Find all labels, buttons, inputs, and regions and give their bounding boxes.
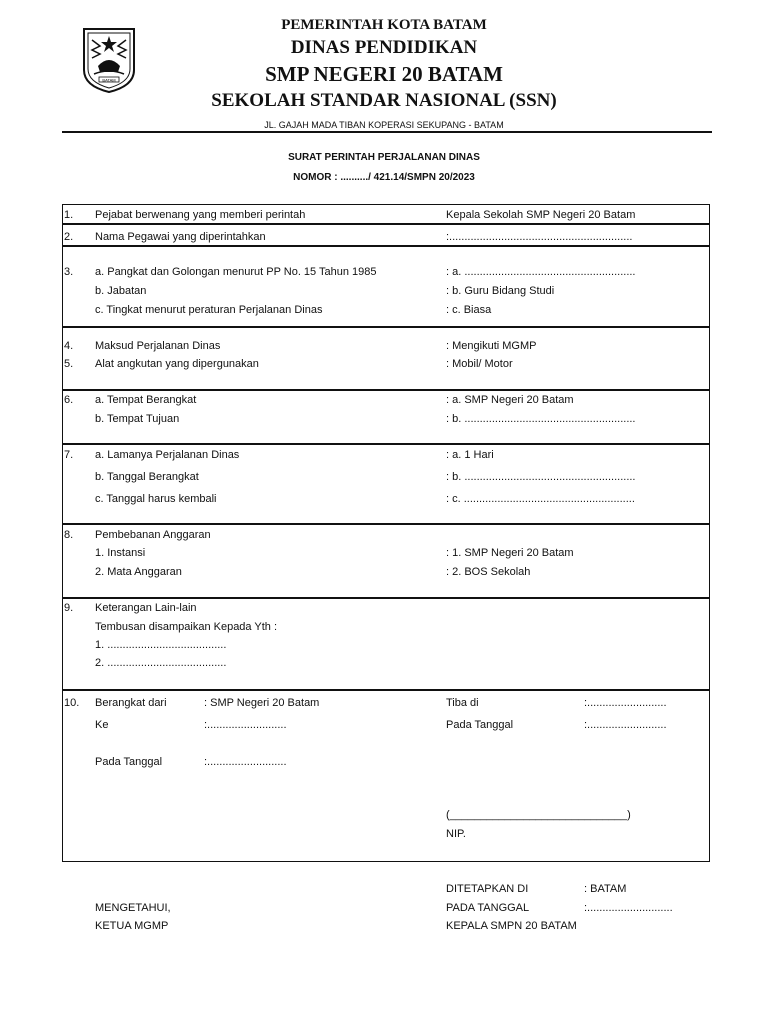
row-divider: [62, 326, 710, 328]
row-label: 2. Mata Anggaran: [95, 566, 182, 578]
header-divider: [62, 131, 712, 133]
ditetapkan-label: DITETAPKAN DI: [446, 883, 529, 895]
list-item: 2. .......................................: [95, 657, 227, 669]
row-label: Alat angkutan yang dipergunakan: [95, 358, 259, 370]
row-number: 5.: [64, 358, 74, 370]
row-label: Pejabat berwenang yang memberi perintah: [95, 209, 306, 221]
row-label: b. Tempat Tujuan: [95, 413, 180, 425]
row-label: Tembusan disampaikan Kepada Yth :: [95, 621, 278, 633]
row-label: 1. Instansi: [95, 547, 146, 559]
row-value: : a. SMP Negeri 20 Batam: [446, 394, 574, 406]
row-number: 7.: [64, 449, 74, 461]
row-number: 10.: [64, 697, 80, 709]
row-label: c. Tanggal harus kembali: [95, 493, 217, 505]
row-number: 8.: [64, 529, 74, 541]
row-value: : SMP Negeri 20 Batam: [204, 697, 320, 709]
row-divider: [62, 443, 710, 445]
header-school-name: SMP NEGERI 20 BATAM: [265, 62, 503, 86]
row-divider: [62, 689, 710, 691]
row-number: 6.: [64, 394, 74, 406]
row-label: Pada Tanggal: [95, 756, 163, 768]
row-divider: [62, 223, 710, 225]
header-school-status: SEKOLAH STANDAR NASIONAL (SSN): [211, 90, 557, 111]
logo-text: BATAM: [102, 77, 116, 83]
row-value: : c. ........................................................: [446, 493, 635, 505]
row-value: : Mengikuti MGMP: [446, 340, 537, 352]
row-value: : a. ........................................................: [446, 266, 636, 278]
nip-label: NIP.: [446, 828, 466, 840]
header-government: PEMERINTAH KOTA BATAM: [281, 17, 487, 33]
row-value: : Mobil/ Motor: [446, 358, 513, 370]
row-value: : 1. SMP Negeri 20 Batam: [446, 547, 574, 559]
row-label: Pada Tanggal: [446, 719, 514, 731]
row-label: b. Tanggal Berangkat: [95, 471, 199, 483]
row-value: :..........................: [204, 719, 287, 731]
tanggal-value: :............................: [584, 902, 673, 914]
row-label: Ke: [95, 719, 109, 731]
signature-line: (_____________________________): [446, 809, 631, 821]
row-value: :..........................: [584, 719, 667, 731]
tanggal-label: PADA TANGGAL: [446, 902, 530, 914]
row-value: : a. 1 Hari: [446, 449, 494, 461]
document-number: NOMOR : ........../ 421.14/SMPN 20/2023: [293, 172, 475, 183]
row-label: Pembebanan Anggaran: [95, 529, 211, 541]
row-label: c. Tingkat menurut peraturan Perjalanan Dinas: [95, 304, 323, 316]
row-value: : b. ........................................................: [446, 471, 636, 483]
row-divider: [62, 523, 710, 525]
kepala-label: KEPALA SMPN 20 BATAM: [446, 920, 577, 932]
row-number: 9.: [64, 602, 74, 614]
row-label: Berangkat dari: [95, 697, 167, 709]
row-label: Maksud Perjalanan Dinas: [95, 340, 221, 352]
row-value: :..........................: [584, 697, 667, 709]
row-value: Kepala Sekolah SMP Negeri 20 Batam: [446, 209, 636, 221]
document-title: SURAT PERINTAH PERJALANAN DINAS: [288, 152, 480, 163]
row-value: : 2. BOS Sekolah: [446, 566, 531, 578]
row-divider: [62, 597, 710, 599]
row-number: 2.: [64, 231, 74, 243]
header-department: DINAS PENDIDIKAN: [290, 37, 478, 58]
row-value: : c. Biasa: [446, 304, 492, 316]
row-number: 3.: [64, 266, 74, 278]
list-item: 1. .......................................: [95, 639, 227, 651]
row-value: : b. ........................................................: [446, 413, 636, 425]
row-value: : b. Guru Bidang Studi: [446, 285, 555, 297]
row-value: :............................................................: [446, 231, 633, 243]
row-label: Keterangan Lain-lain: [95, 602, 197, 614]
row-divider: [62, 389, 710, 391]
row-label: Nama Pegawai yang diperintahkan: [95, 231, 266, 243]
ketua-label: KETUA MGMP: [95, 920, 169, 932]
row-divider: [62, 245, 710, 247]
row-label: a. Pangkat dan Golongan menurut PP No. 15 Tahun 1985: [95, 266, 377, 278]
row-number: 1.: [64, 209, 74, 221]
row-label: a. Lamanya Perjalanan Dinas: [95, 449, 240, 461]
row-label: b. Jabatan: [95, 285, 147, 297]
mengetahui-label: MENGETAHUI,: [95, 902, 171, 914]
header-address: JL. GAJAH MADA TIBAN KOPERASI SEKUPANG - BATAM: [264, 120, 504, 130]
row-number: 4.: [64, 340, 74, 352]
row-label: Tiba di: [446, 697, 479, 709]
row-value: :..........................: [204, 756, 287, 768]
row-label: a. Tempat Berangkat: [95, 394, 197, 406]
ditetapkan-value: : BATAM: [584, 883, 627, 895]
